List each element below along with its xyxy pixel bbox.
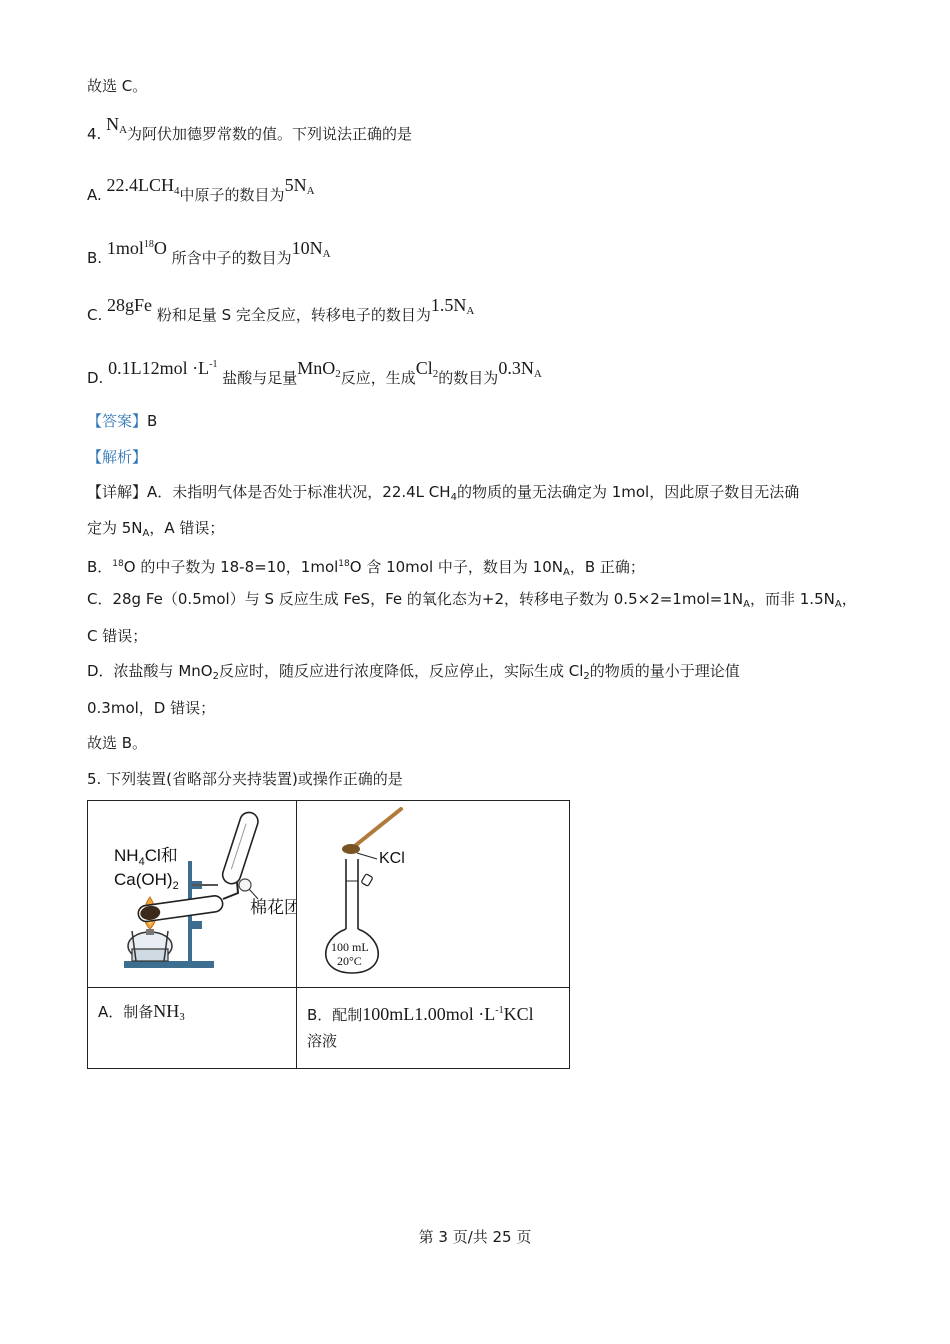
caption-b-text: B．配制: [307, 1006, 363, 1024]
caption-b-line2: 溶液: [307, 1032, 338, 1050]
option-label: D.: [87, 369, 104, 387]
q4-option-c: [87, 295, 475, 331]
option-d-value: 0.3NA: [498, 358, 542, 380]
collecting-test-tube: [220, 810, 260, 886]
caption-a: [88, 988, 297, 1069]
figure-a: [88, 801, 296, 987]
caption-b: [297, 988, 570, 1069]
answer-value: B: [147, 412, 158, 430]
option-c-value: 1.5NA: [430, 295, 475, 317]
detail-line-b: B．$^{18}$O 的中子数为 18-8=10，1mol$^{18}$O 含 10mol 中子，数目为 $10N_A$，B 正确；: [87, 558, 645, 578]
option-a-value: 5NA: [284, 175, 315, 197]
clamp-bottom: [188, 921, 202, 929]
lamp-body: [132, 949, 168, 961]
option-label: A.: [87, 186, 102, 204]
q5-stem-text: 下列装置(省略部分夹持装置)或操作正确的是: [106, 770, 403, 788]
option-a-text: 中原子的数目为: [179, 186, 285, 204]
detail-conclusion: 故选 B。: [87, 734, 148, 752]
q5-number: 5.: [87, 770, 102, 788]
option-a-formula: 22.4LCH4: [106, 175, 180, 197]
detail-line-d1: D．浓盐酸与 MnO$_2$反应时，随反应进行浓度降低，反应停止，实际生成 $Cl_2$的物质的量小于理论值: [87, 662, 740, 682]
q4-option-a: [87, 175, 315, 211]
detail-line-c1: C．28g Fe（0.5mol）与 S 反应生成 FeS，Fe 的氧化态为+2，转移电子数为 $0.5\times 2=1mol=1N_A$，而非 $1.5N_A$，: [87, 590, 857, 610]
q4-option-d: [87, 358, 542, 394]
kcl-label: KCl: [379, 850, 405, 867]
q4-option-b: [87, 238, 331, 274]
ammonia-apparatus-figure: [88, 801, 296, 987]
apparatus-table: [87, 800, 570, 1069]
option-d-text: 反应，生成: [340, 369, 416, 387]
volumetric-flask-figure: [297, 801, 569, 987]
option-b-text: 所含中子的数目为: [171, 249, 292, 267]
stand-base: [124, 961, 214, 968]
caption-a-text: A．制备: [98, 1003, 154, 1021]
caption-b-formula: $100mL1.00mol \cdot L^{-1}KCl$: [362, 1004, 534, 1024]
page-footer: 第 3 页/共 25 页: [418, 1228, 532, 1246]
answer-tag: 【答案】: [87, 412, 148, 430]
figure-b: [297, 801, 569, 987]
option-c-formula: 28gFe: [107, 295, 153, 315]
option-d-mno2: MnO2: [297, 358, 341, 380]
spoon-handle: [351, 809, 401, 849]
detail-line-a1: 【详解】A．未指明气体是否处于标准状况，22.4L $CH_4$的物质的量无法确定为 1mol，因此原子数目无法确: [87, 483, 800, 503]
option-d-formula: $0.1L12mol \cdot L^{-1}$: [108, 358, 218, 378]
detail-line-d2: 0.3mol，D 错误；: [87, 699, 216, 717]
spoon-bowl: [342, 844, 360, 854]
lamp-wick: [146, 929, 154, 935]
prev-conclusion: 故选 C。: [87, 77, 148, 95]
analysis-tag: 【解析】: [87, 448, 148, 466]
cotton-label: 棉花团: [250, 898, 296, 917]
reagent-label-line2: $Ca(OH)_2$: [114, 870, 179, 892]
answer-line: [87, 410, 157, 432]
option-c-text: 粉和足量 S 完全反应，转移电子的数目为: [156, 306, 431, 324]
q4-number: 4.: [87, 125, 102, 143]
detail-line-c2: C 错误；: [87, 627, 148, 645]
figure-b-cell: [297, 801, 570, 988]
flask-volume-label: 100 mL: [331, 940, 369, 954]
q4-stem-text: 为阿伏加德罗常数的值。下列说法正确的是: [127, 125, 413, 143]
q4-stem: [87, 114, 413, 150]
option-d-text: 的数目为: [438, 369, 499, 387]
option-d-cl2: Cl2: [415, 358, 439, 380]
option-b-formula: 1mol$^{18}$O: [106, 238, 167, 258]
detail-tag: 【详解】: [87, 483, 148, 501]
option-d-text: 盐酸与足量: [222, 369, 298, 387]
figure-a-cell: [88, 801, 297, 988]
option-label: C.: [87, 306, 103, 324]
q5-stem: [87, 768, 403, 790]
option-label: B.: [87, 249, 103, 267]
detail-line-a2: 定为 $5N_A$，A 错误；: [87, 519, 225, 539]
kcl-pointer: [357, 853, 377, 859]
flask-temp-label: 20°C: [337, 954, 362, 968]
stopper: [361, 874, 373, 887]
option-b-value: 10NA: [291, 238, 331, 260]
q4-na-symbol: NA: [106, 114, 128, 136]
caption-a-formula: NH3: [153, 1001, 185, 1023]
reagent-label-line1: $NH_4Cl$和: [114, 846, 178, 868]
